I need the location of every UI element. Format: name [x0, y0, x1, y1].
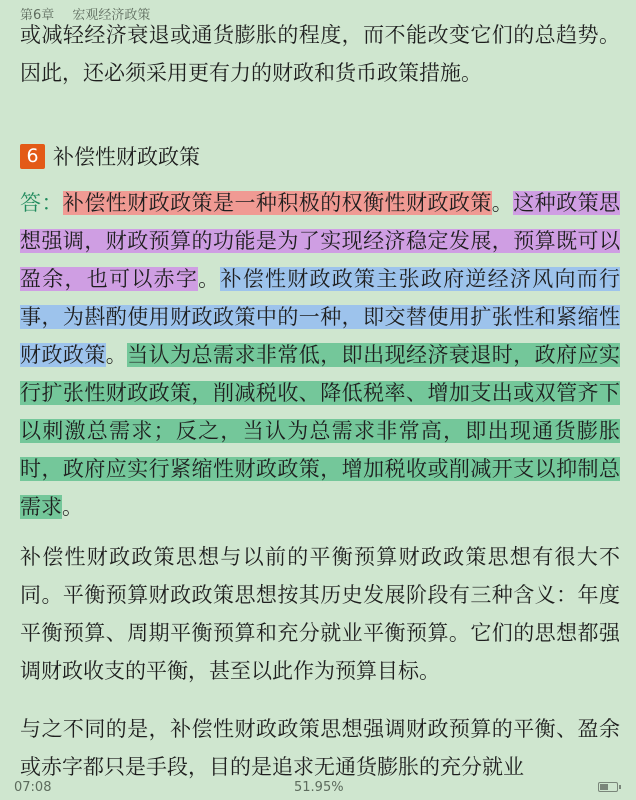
battery-level	[600, 784, 608, 790]
highlight-blue[interactable]: 补偿性财政政策主张政府逆经济风向而行事，为斟酌使用财政政策中的一种，即交替使用扩张性和紧缩性财政政策	[20, 267, 621, 367]
reading-progress: 51.95%	[294, 780, 344, 795]
answer-paragraph	[20, 184, 620, 526]
answer-prefix: 答：	[20, 191, 63, 215]
chapter-label: 第6章	[20, 8, 55, 23]
sentence-separator: 。	[105, 343, 128, 367]
highlight-green[interactable]: 当认为总需求非常低，即出现经济衰退时，政府应实行扩张性财政政策，削减税收、降低税率、增加支出或双管齐下以刺激总需求；反之，当认为总需求非常高，即出现通货膨胀时，政府应实行紧缩性财政政策，增加税收或削减开支以抑制总需求	[20, 343, 621, 519]
highlight-red[interactable]: 补偿性财政政策是一种积极的权衡性财政政策	[62, 191, 492, 215]
section-number-badge: 6	[20, 144, 45, 169]
reader-page[interactable]	[20, 16, 620, 786]
highlight-purple[interactable]: 这种政策思想强调，财政预算的功能是为了实现经济稳定发展，预算既可以盈余，也可以赤字	[20, 191, 621, 291]
battery-icon	[598, 782, 618, 792]
sentence-separator: 。	[198, 267, 221, 291]
section-title: 补偿性财政政策	[53, 145, 200, 169]
sentence-separator: 。	[491, 191, 514, 215]
body-paragraph-2: 补偿性财政政策思想与以前的平衡预算财政政策思想有很大不同。平衡预算财政政策思想按其历史发展阶段有三种含义：年度平衡预算、周期平衡预算和充分就业平衡预算。它们的思想都强调财政收支的平衡，甚至以此作为预算目标。	[20, 545, 620, 683]
clock-time: 07:08	[14, 780, 52, 795]
section-heading	[20, 136, 620, 176]
intro-paragraph: 或减轻经济衰退或通货膨胀的程度，而不能改变它们的总趋势。因此，还必须采用更有力的财政和货币政策措施。	[20, 23, 620, 85]
status-footer	[0, 778, 636, 800]
chapter-title: 宏观经济政策	[72, 8, 151, 23]
sentence-separator: 。	[62, 495, 83, 519]
body-paragraph-3: 与之不同的是，补偿性财政政策思想强调财政预算的平衡、盈余或赤字都只是手段，目的是追求无通货膨胀的充分就业	[20, 717, 620, 779]
